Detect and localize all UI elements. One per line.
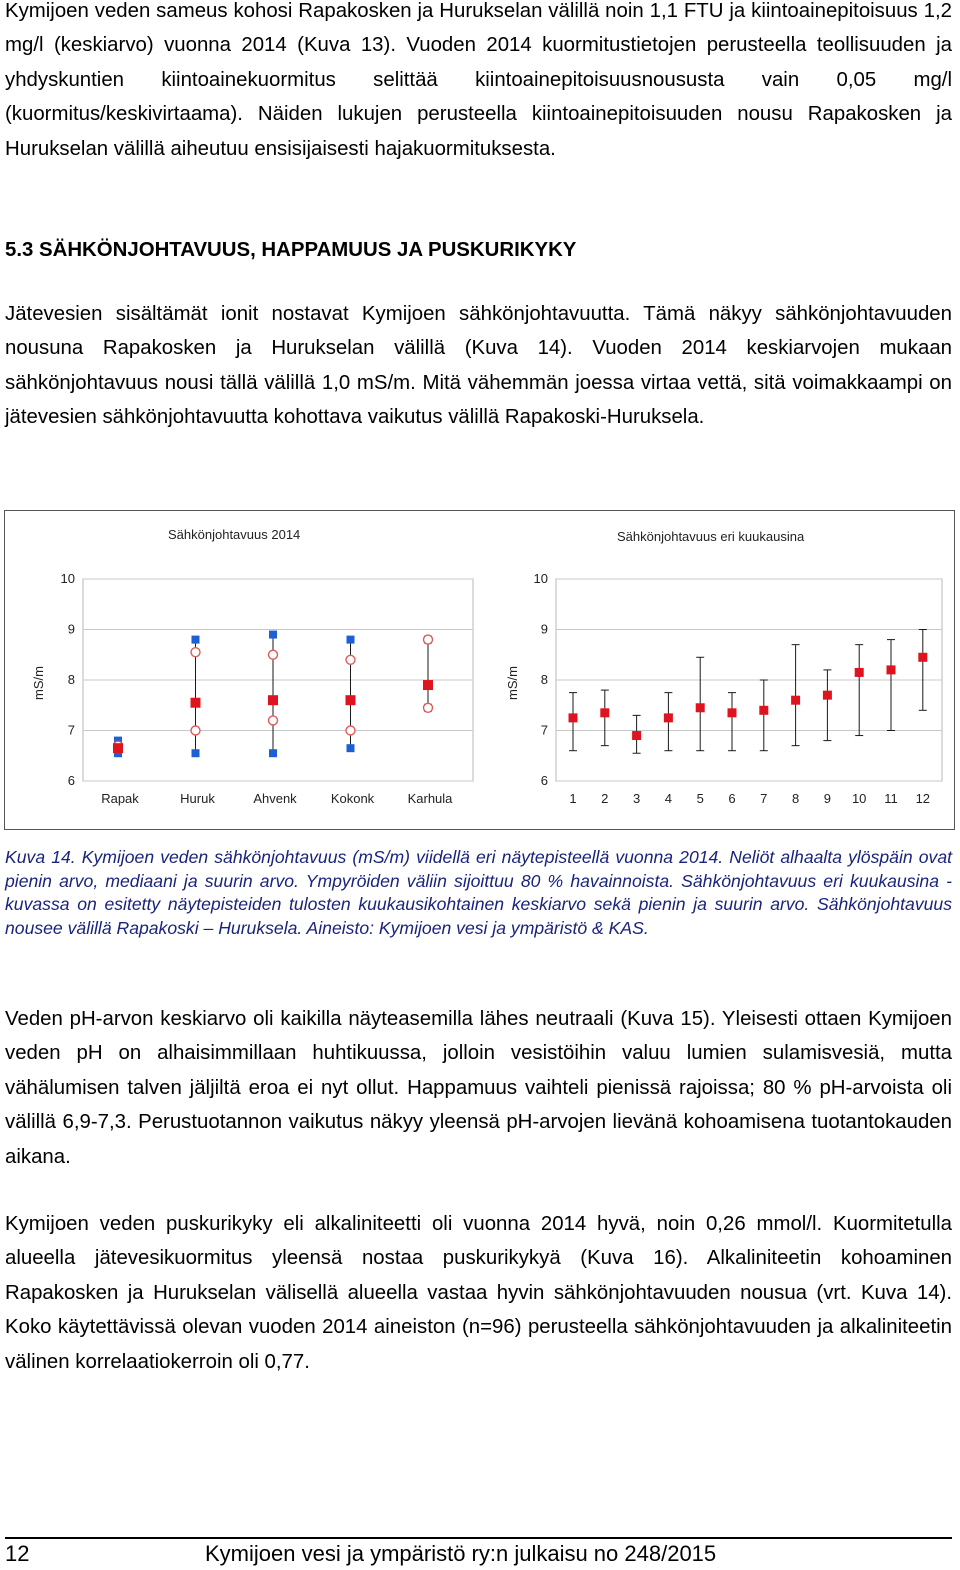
chart1-ytick-label: 6 <box>67 773 75 788</box>
chart1-xtick-label: Karhula <box>407 791 453 806</box>
chart1-ytick-label: 8 <box>67 672 75 687</box>
page-number: 12 <box>5 1541 30 1566</box>
chart1-median-square <box>191 698 201 708</box>
chart2-mean-square <box>632 731 641 740</box>
chart2-mean-square <box>696 703 705 712</box>
chart2-mean-square <box>855 668 864 677</box>
chart2-ytick-label: 9 <box>540 621 548 637</box>
chart1-xtick-label: Rapak <box>101 791 139 806</box>
conductivity-charts <box>5 511 956 831</box>
chart1-xtick-label: Huruk <box>180 791 215 806</box>
section-heading: 5.3 SÄHKÖNJOHTAVUUS, HAPPAMUUS JA PUSKURIKYKY <box>5 239 577 261</box>
chart2-mean-square <box>918 653 927 662</box>
chart2-mean-square <box>728 708 737 717</box>
chart1-max-square <box>269 631 277 639</box>
chart1-median-square <box>268 695 278 705</box>
chart-conductivity-monthly <box>505 529 942 806</box>
chart1-ytick-label: 7 <box>67 722 75 738</box>
chart1-p90-circle <box>191 648 200 657</box>
chart1-min-square <box>192 749 200 757</box>
chart2-mean-square <box>569 713 578 722</box>
chart1-title: Sähkönjohtavuus 2014 <box>168 527 301 542</box>
chart2-ytick-label: 10 <box>533 571 548 586</box>
chart2-ytick-label: 7 <box>540 722 548 738</box>
chart1-p10-circle <box>269 716 278 725</box>
footer-publication: Kymijoen vesi ja ympäristö ry:n julkaisu no 248/2015 <box>205 1541 717 1566</box>
chart2-xtick-label: 9 <box>823 791 832 806</box>
chart2-mean-square <box>791 696 800 705</box>
chart2-title: Sähkönjohtavuus eri kuukausina <box>617 529 805 544</box>
chart2-ytick-label: 6 <box>540 773 548 788</box>
chart2-xtick-label: 1 <box>569 791 577 806</box>
paragraph-conductivity: Jätevesien sisältämät ionit nostavat Kymijoen sähkönjohtavuutta. Tämä näkyy sähkönjohtavuuden nousuna Rapakosken ja Hurukselan välillä (Kuva 14). Vuoden 2014 keskiarvojen mukaan sähkönjohtavuus nousi tällä välillä 1,0 mS/m. Mitä vähemmän joessa virtaa vettä, sitä voimakkaampi on jätevesien sähkönjohtavuutta kohottava vaikutus välillä Rapakoski-Huruksela. <box>5 303 952 429</box>
chart1-xtick-label: Kokonk <box>330 791 375 806</box>
chart1-p10-circle <box>346 726 355 735</box>
figure-caption: Kuva 14. Kymijoen veden sähkönjohtavuus (mS/m) viidellä eri näytepisteellä vuonna 2014. Neliöt alhaalta ylöspäin ovat pienin arvo, mediaani ja suurin arvo. Ympyröiden väliin sijoittuu 80 % havainnoista. Sähkönjohtavuus eri kuukausina -kuvassa on esitetty näytepisteiden tulosten kuukausikohtainen keskiarvo sekä pienin ja suurin arvo. Sähkönjohtavuus nousee välillä Rapakoski – Huruksela. Aineisto: Kymijoen vesi ja ympäristö & KAS. <box>5 847 952 938</box>
chart2-mean-square <box>664 713 673 722</box>
chart1-median-square <box>346 695 356 705</box>
chart2-mean-square <box>759 706 768 715</box>
chart2-xtick-label: 6 <box>728 791 736 806</box>
chart1-xtick-label: Ahvenk <box>253 791 297 806</box>
chart2-xtick-label: 12 <box>915 791 931 806</box>
chart-conductivity-2014 <box>31 527 473 806</box>
chart1-p10-circle <box>191 726 200 735</box>
chart2-xtick-label: 11 <box>884 791 898 806</box>
chart1-median-square <box>113 743 123 753</box>
chart1-max-square <box>347 636 355 644</box>
chart2-ylabel: mS/m <box>505 666 520 700</box>
chart2-xtick-label: 8 <box>791 791 800 806</box>
chart1-p90-circle <box>424 635 433 644</box>
chart2-mean-square <box>887 665 896 674</box>
paragraph-ph: Veden pH-arvon keskiarvo oli kaikilla näyteasemilla lähes neutraali (Kuva 15). Yleisesti ottaen Kymijoen veden pH on alhaisimmillaan huhtikuussa, jolloin vesistöihin valuu lumien sulamisvesiä, mutta vähälumisen talven jäljiltä eroa ei nyt ollut. Happamuus vaihteli pienissä rajoissa; 80 % pH-arvoista oli välillä 6,9-7,3. Perustuotannon vaikutus näkyy yleensä pH-arvojen lievänä kohoamisena tuotantokauden aikana. <box>5 1008 952 1168</box>
figure-14 <box>4 510 955 830</box>
chart1-p90-circle <box>346 655 355 664</box>
chart1-min-square <box>269 749 277 757</box>
chart1-p90-circle <box>269 650 278 659</box>
footer-rule <box>5 1537 952 1539</box>
chart1-min-square <box>347 744 355 752</box>
chart1-max-square <box>192 636 200 644</box>
chart2-mean-square <box>823 691 832 700</box>
chart1-ytick-label: 9 <box>67 621 75 637</box>
chart1-median-square <box>423 680 433 690</box>
chart2-mean-square <box>600 708 609 717</box>
chart2-xtick-label: 3 <box>632 791 641 806</box>
chart2-ytick-label: 8 <box>540 672 548 687</box>
paragraph-alkalinity: Kymijoen veden puskurikyky eli alkaliniteetti oli vuonna 2014 hyvä, noin 0,26 mmol/l. Kuormitetulla alueella jätevesikuormitus yleensä nostaa puskurikykyä (Kuva 16). Alkaliniteetin kohoaminen Rapakosken ja Hurukselan välisellä alueella vastaa hyvin sähkönjohtavuuden nousua (vrt. Kuva 14). Koko käytettävissä olevan vuoden 2014 aineiston (n=96) perusteella sähkönjohtavuuden ja alkaliniteetin välinen korrelaatiokerroin oli 0,77. <box>5 1213 952 1373</box>
paragraph-turbidity: Kymijoen veden sameus kohosi Rapakosken ja Hurukselan välillä noin 1,1 FTU ja kiintoainepitoisuus 1,2 mg/l (keskiarvo) vuonna 2014 (Kuva 13). Vuoden 2014 kuormitustietojen perusteella teollisuuden ja yhdyskuntien kiintoainekuormitus selittää kiintoainepitoisuusnoususta vain 0,05 mg/l (kuormitus/keskivirtaama). Näiden lukujen perusteella kiintoainepitoisuuden nousu Rapakosken ja Hurukselan välillä aiheutuu ensisijaisesti hajakuormituksesta. <box>5 0 952 160</box>
chart1-ylabel: mS/m <box>31 666 46 700</box>
chart1-p10-circle <box>424 703 433 712</box>
chart2-xtick-label: 4 <box>664 791 673 806</box>
chart2-xtick-label: 5 <box>696 791 704 806</box>
chart2-xtick-label: 7 <box>760 791 768 806</box>
chart1-ytick-label: 10 <box>60 571 75 586</box>
chart2-xtick-label: 10 <box>851 791 867 806</box>
chart2-xtick-label: 2 <box>601 791 609 806</box>
